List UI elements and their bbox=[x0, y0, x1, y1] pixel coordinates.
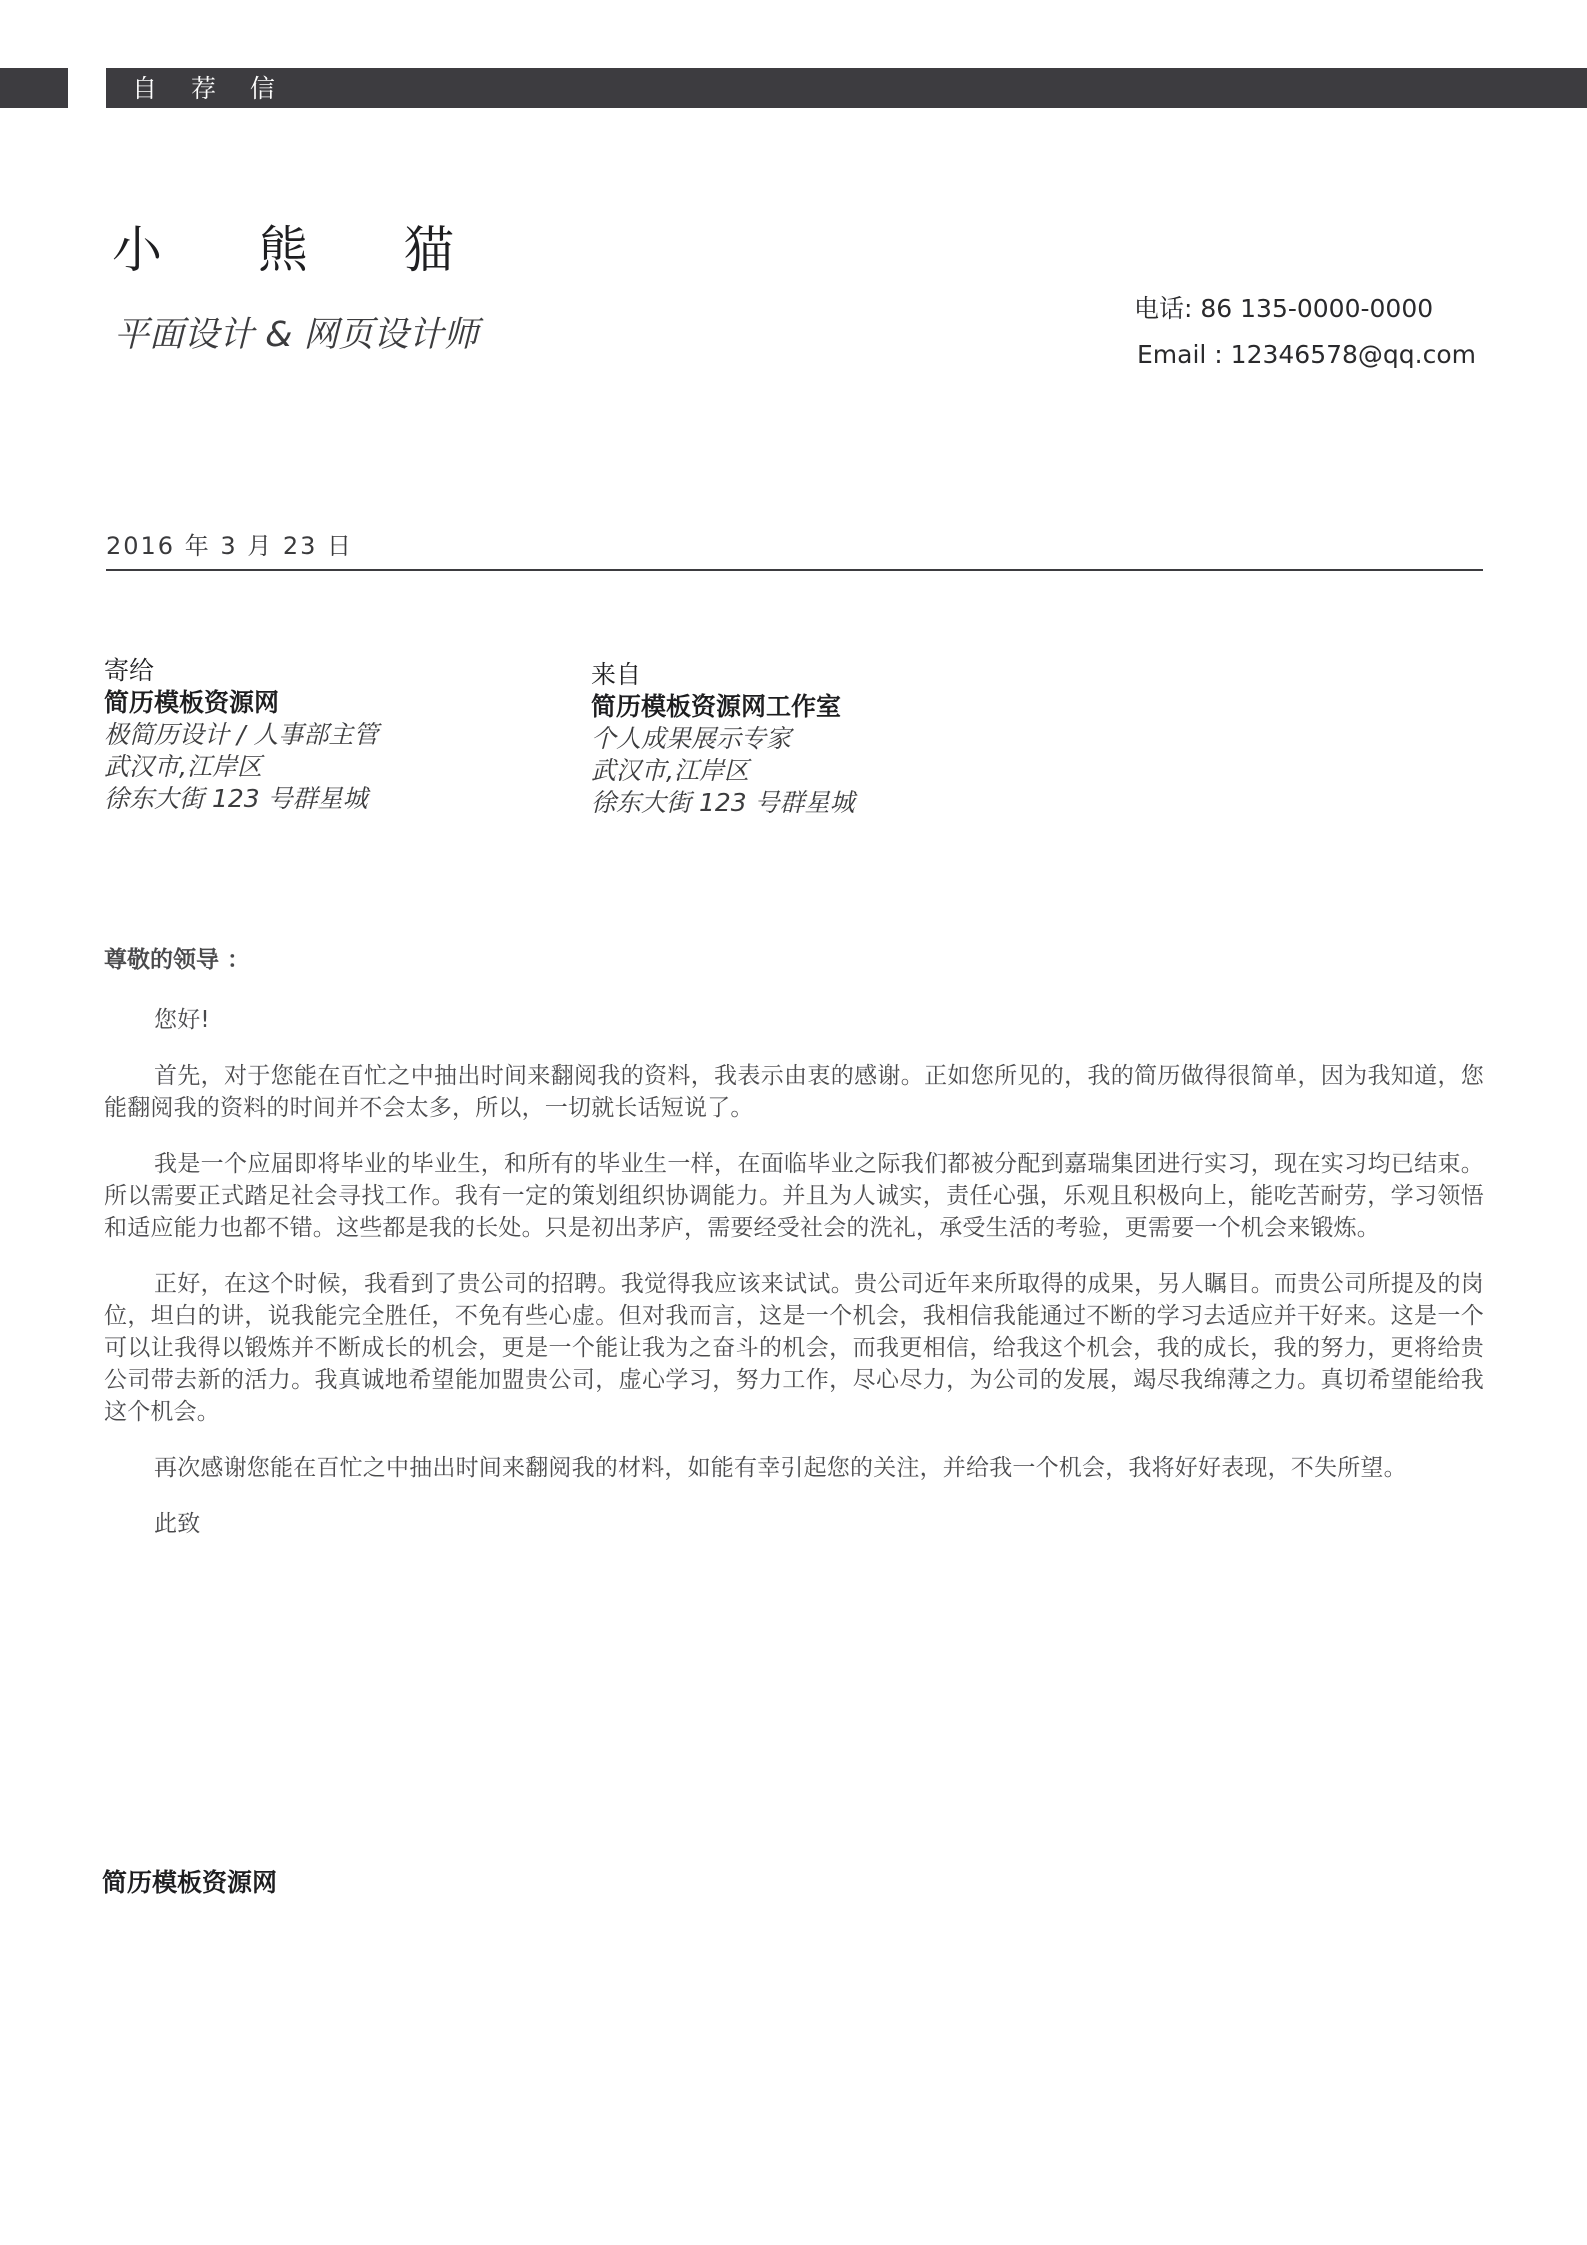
recipient-city: 武汉市,江岸区 bbox=[104, 752, 262, 781]
date-divider bbox=[106, 569, 1483, 571]
sender-heading: 来自 bbox=[591, 660, 642, 689]
header-bar bbox=[106, 68, 1587, 108]
salutation: 尊敬的领导 ： bbox=[104, 947, 251, 973]
email-address: Email : 12346578@qq.com bbox=[1137, 340, 1477, 369]
greeting-paragraph: 您好! bbox=[154, 1007, 210, 1033]
sender-block bbox=[591, 659, 855, 819]
phone-number: 电话: 86 135-0000-0000 bbox=[1134, 294, 1434, 323]
recipient-street: 徐东大街 123 号群星城 bbox=[104, 784, 368, 813]
sender-org: 简历模板资源网工作室 bbox=[591, 692, 842, 721]
signature: 简历模板资源网 bbox=[102, 1868, 278, 1897]
recipient-heading: 寄给 bbox=[104, 656, 155, 685]
contact-info bbox=[1134, 286, 1476, 378]
sender-tagline: 个人成果展示专家 bbox=[591, 724, 792, 753]
letter-date: 2016 年 3 月 23 日 bbox=[106, 532, 354, 560]
body-paragraph: 首先，对于您能在百忙之中抽出时间来翻阅我的资料，我表示由衷的感谢。正如您所见的，我的简历做得很简单，因为我知道，您能翻阅我的资料的时间并不会太多，所以，一切就长话短说了。 bbox=[104, 1063, 1484, 1121]
document-type-label: 自 荐 信 bbox=[132, 74, 288, 103]
letter-body bbox=[104, 944, 1484, 1564]
sender-city: 武汉市,江岸区 bbox=[591, 756, 749, 785]
recipient-block bbox=[104, 655, 378, 815]
body-paragraph: 我是一个应届即将毕业的毕业生，和所有的毕业生一样，在面临毕业之际我们都被分配到嘉瑞集团进行实习，现在实习均已结束。所以需要正式踏足社会寻找工作。我有一定的策划组织协调能力。并且为人诚实，责任心强，乐观且积极向上，能吃苦耐劳，学习领悟和适应能力也都不错。这些都是我的长处。只是初出茅庐，需要经受社会的洗礼，承受生活的考验，更需要一个机会来锻炼。 bbox=[104, 1151, 1484, 1241]
recipient-dept: 极简历设计 / 人事部主管 bbox=[104, 720, 379, 749]
recipient-org: 简历模板资源网 bbox=[104, 688, 280, 717]
closing-paragraph: 再次感谢您能在百忙之中抽出时间来翻阅我的材料，如能有幸引起您的关注，并给我一个机会，我将好好表现，不失所望。 bbox=[154, 1455, 1407, 1481]
body-paragraph: 正好，在这个时候，我看到了贵公司的招聘。我觉得我应该来试试。贵公司近年来所取得的成果，另人瞩目。而贵公司所提及的岗位，坦白的讲，说我能完全胜任，不免有些心虚。但对我而言，这是一个机会，我相信我能通过不断的学习去适应并干好来。这是一个可以让我得以锻炼并不断成长的机会，更是一个能让我为之奋斗的机会，而我更相信，给我这个机会，我的成长，我的努力，更将给贵公司带去新的活力。我真诚地希望能加盟贵公司，虚心学习，努力工作，尽心尽力，为公司的发展，竭尽我绵薄之力。真切希望能给我这个机会。 bbox=[104, 1271, 1484, 1425]
valediction: 此致 bbox=[154, 1511, 201, 1537]
applicant-name: 小 熊 猫 bbox=[112, 221, 494, 279]
header-accent-block bbox=[0, 68, 68, 108]
applicant-role: 平面设计 & 网页设计师 bbox=[114, 315, 479, 355]
sender-street: 徐东大街 123 号群星城 bbox=[591, 788, 855, 817]
